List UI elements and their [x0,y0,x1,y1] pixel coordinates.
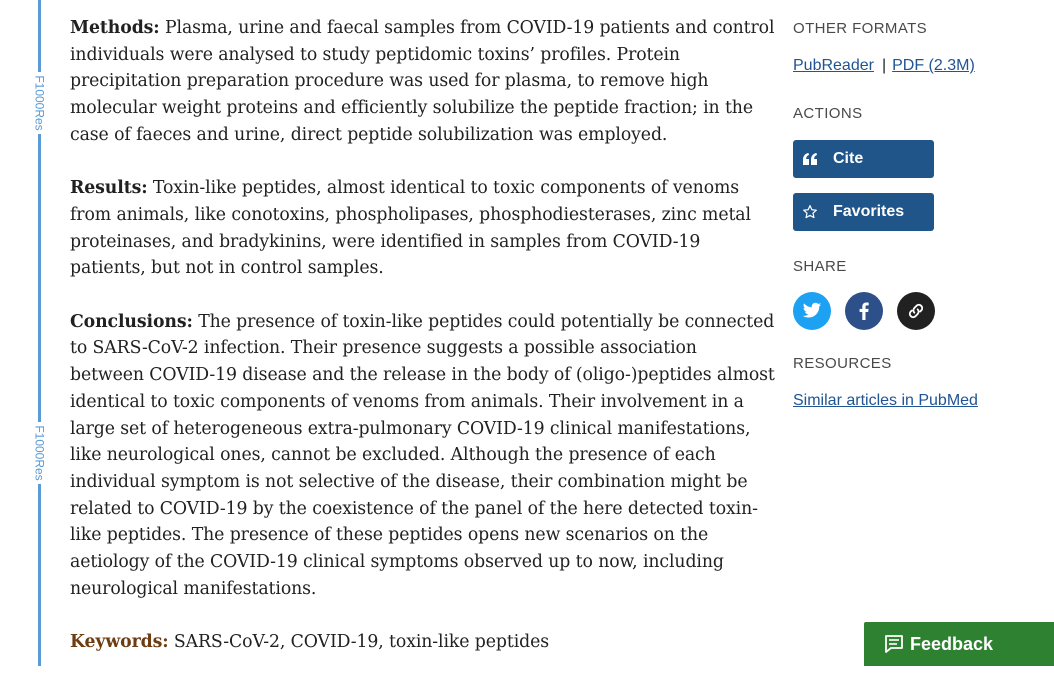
similar-articles-link[interactable]: Similar articles in PubMed [793,392,978,409]
share-buttons [793,292,949,330]
f1000-rail-label: F1000Res [33,425,47,481]
pdf-link[interactable]: PDF (2.3M) [892,57,975,74]
conclusions-label: Conclusions: [70,311,193,332]
feedback-button[interactable] [864,622,1054,666]
f1000-rail-label: F1000Res [33,75,47,131]
star-icon [793,204,827,220]
keywords-text: SARS-CoV-2, COVID-19, toxin-like peptides [173,632,549,653]
results-paragraph [70,175,775,282]
cite-button[interactable] [793,140,934,178]
twitter-share-button[interactable] [793,292,831,330]
other-formats-links [793,57,975,75]
methods-paragraph [70,15,775,149]
twitter-icon [802,302,822,320]
feedback-label: Feedback [910,633,994,654]
feedback-icon [884,634,904,654]
methods-label: Methods: [70,18,160,38]
share-heading: SHARE [793,258,847,275]
methods-text: Plasma, urine and faecal samples from COVID-19 patients and control individuals were analysed to study peptidomic toxins’ profiles. Protein precipitation preparation procedure was used for plasma, to remove high molecular weight proteins and efficiently solubilize the peptide fraction; in the case of faeces and urine, direct peptide solubilization was employed. [70,18,775,145]
copy-link-share-button[interactable] [897,292,935,330]
results-label: Results: [70,178,148,199]
conclusions-text: The presence of toxin-like peptides could potentially be connected to SARS-CoV-2 infection. Their presence suggests a possible association between COVID-19 disease and the release in the body of (oligo-)peptides almost identical to toxic components of venoms from animals. Their involvement in a large set of heterogeneous extra-pulmonary COVID-19 clinical manifestations, like neurological ones, cannot be excluded. Although the presence of each individual symptom is not selective of the disease, their combination might be related to COVID-19 by the coexistence of the panel of the here detected toxin-like peptides. The presence of these peptides opens new scenarios on the aetiology of the COVID-19 clinical symptoms observed up to now, including neurological manifestations. [70,311,775,599]
f1000-rail-tag [29,72,51,134]
results-text: Toxin-like peptides, almost identical to toxic components of venoms from animals, like conotoxins, phospholipases, phosphodiesterases, zinc metal proteinases, and bradykinins, were identified in samples from COVID-19 patients, but not in control samples. [70,178,751,279]
link-icon [906,301,926,321]
keywords-label: Keywords: [70,632,169,653]
abstract-body [70,15,775,683]
cite-label: Cite [833,150,864,167]
pubreader-link[interactable]: PubReader [793,57,874,74]
keywords-paragraph [70,629,775,656]
quote-icon [793,152,827,166]
facebook-icon [859,302,869,320]
favorites-button[interactable] [793,193,934,231]
facebook-share-button[interactable] [845,292,883,330]
actions-heading: ACTIONS [793,105,863,122]
resources-heading: RESOURCES [793,355,892,372]
favorites-label: Favorites [833,203,905,220]
format-separator: | [881,57,887,74]
other-formats-heading: OTHER FORMATS [793,20,928,37]
conclusions-paragraph [70,309,775,603]
f1000-rail-tag [29,422,51,484]
